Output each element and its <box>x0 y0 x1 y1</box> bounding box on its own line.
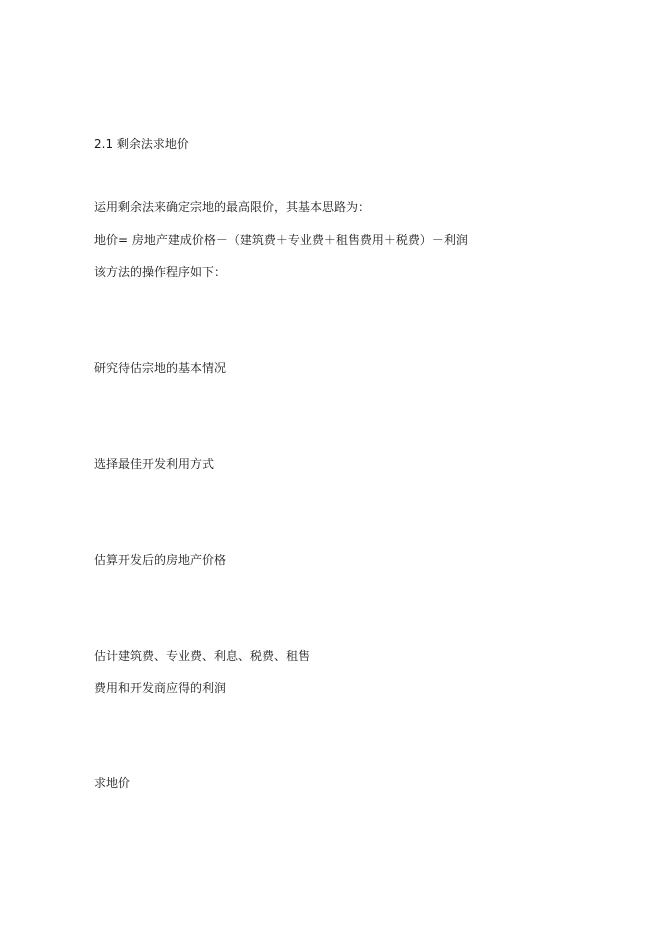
step-land-price: 求地价 <box>94 776 131 790</box>
step-estimate-price: 估算开发后的房地产价格 <box>94 553 227 567</box>
step-choose-usage: 选择最佳开发利用方式 <box>94 457 215 471</box>
step-estimate-costs-line2: 费用和开发商应得的利润 <box>94 681 227 695</box>
section-heading: 2.1 剩余法求地价 <box>94 137 189 151</box>
formula-text: 地价= 房地产建成价格－（建筑费＋专业费＋租售费用＋税费）－利润 <box>94 233 468 247</box>
intro-text: 运用剩余法来确定宗地的最高限价，其基本思路为： <box>94 200 371 214</box>
step-estimate-costs-line1: 估计建筑费、专业费、利息、税费、租售 <box>94 649 311 663</box>
procedure-intro-text: 该方法的操作程序如下： <box>94 265 227 279</box>
step-study-site: 研究待估宗地的基本情况 <box>94 361 227 375</box>
